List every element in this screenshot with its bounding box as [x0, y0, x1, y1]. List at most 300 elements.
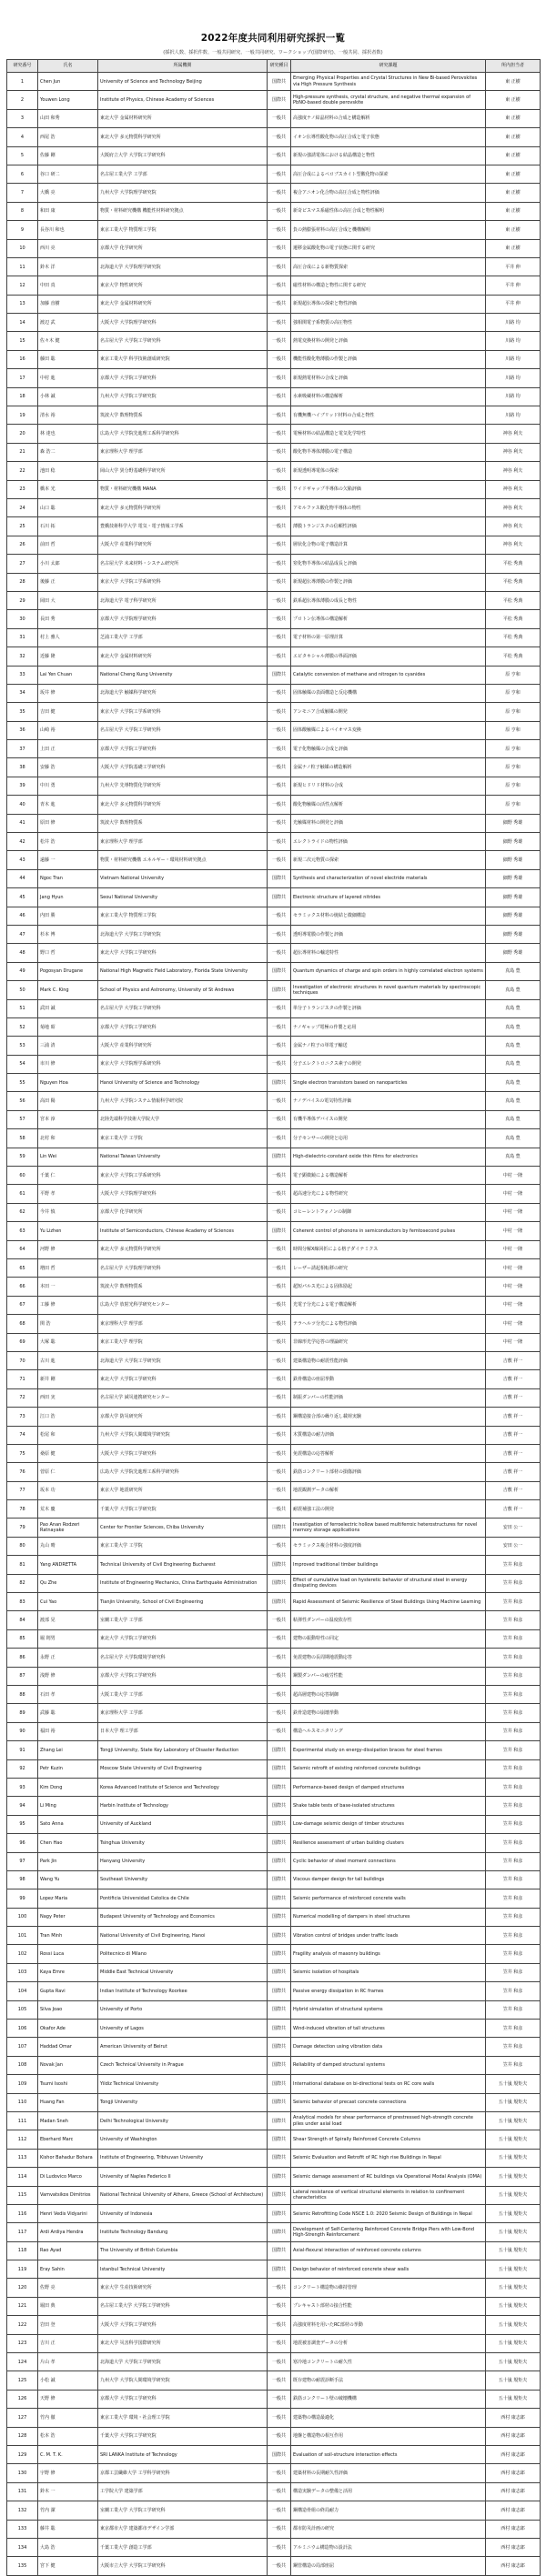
staff-in-charge: 笠井 和彦: [486, 1963, 541, 1981]
researcher-name: 関 浩: [38, 1315, 98, 1333]
row-number: 40: [7, 796, 38, 814]
row-number: 62: [7, 1203, 38, 1221]
researcher-name: 藤井 聡: [38, 2520, 98, 2538]
researcher-name: Ardi Ardiya Hendra: [38, 2223, 98, 2241]
staff-in-charge: 五十嵐 規矩夫: [486, 2353, 541, 2371]
researcher-name: 佐藤 剛: [38, 146, 98, 165]
researcher-name: Pao Anan Rodzeri Ratnayake: [38, 1519, 98, 1537]
affiliation: 九州大学 大学院システム情報科学研究院: [98, 1092, 268, 1110]
row-number: 86: [7, 1649, 38, 1667]
row-number: 135: [7, 2557, 38, 2575]
affiliation: University of Porto: [98, 2000, 268, 2019]
staff-in-charge: 笠井 和彦: [486, 1945, 541, 1963]
table-row: [7, 1629, 541, 1648]
table-row: [7, 1129, 541, 1148]
row-number: 82: [7, 1574, 38, 1592]
table-body: [7, 73, 541, 2576]
column-header: 研究種目: [268, 60, 291, 73]
research-title: アンモニア合成触媒の開発: [291, 703, 486, 721]
affiliation: Tsinghua University: [98, 1834, 268, 1852]
staff-in-charge: 笠井 和彦: [486, 1629, 541, 1648]
research-title: Shake table tests of base-isolated structures: [291, 1797, 486, 1815]
table-row: [7, 2000, 541, 2019]
affiliation: Center for Frontier Sciences, Chiba University: [98, 1519, 268, 1537]
researcher-name: 松本 浩: [38, 2427, 98, 2445]
affiliation: 東北大学 多元物質科学研究所: [98, 1240, 268, 1258]
researcher-name: 菅原 仁: [38, 1463, 98, 1481]
research-title: 新規超伝導体の探索と物性評価: [291, 295, 486, 313]
staff-in-charge: 平松 秀典: [486, 610, 541, 628]
staff-in-charge: 平松 秀典: [486, 573, 541, 591]
researcher-name: 武藤 聡: [38, 1704, 98, 1722]
staff-in-charge: 中村 一隆: [486, 1333, 541, 1351]
table-row: [7, 2557, 541, 2575]
row-number: 96: [7, 1834, 38, 1852]
affiliation: 名古屋大学 大学院工学研究科: [98, 721, 268, 739]
table-row: [7, 350, 541, 368]
table-row: [7, 202, 541, 220]
researcher-name: 荒木 慶: [38, 1500, 98, 1519]
table-row: [7, 2204, 541, 2222]
row-number: 5: [7, 146, 38, 165]
research-type: 一般共: [268, 814, 291, 832]
research-type: 一般共: [268, 369, 291, 387]
researcher-name: 山口 聡: [38, 498, 98, 516]
table-row: [7, 1148, 541, 1166]
researcher-name: 鈴木 洋: [38, 257, 98, 276]
table-row: [7, 221, 541, 239]
affiliation: Pontificia Universidad Catolica de Chile: [98, 1889, 268, 1908]
table-row: [7, 128, 541, 146]
row-number: 132: [7, 2501, 38, 2520]
research-type: 一般共: [268, 1463, 291, 1481]
staff-in-charge: 原 亨和: [486, 777, 541, 795]
staff-in-charge: 原 亨和: [486, 721, 541, 739]
research-type: 国際共: [268, 1074, 291, 1092]
research-title: 構造ヘルスモニタリング: [291, 1722, 486, 1740]
column-header: 氏名: [38, 60, 98, 73]
researcher-name: 堀 則男: [38, 1629, 98, 1648]
researcher-name: 北村 和: [38, 1129, 98, 1148]
researcher-name: 橋本 光: [38, 480, 98, 498]
table-row: [7, 443, 541, 461]
research-title: 透明導電膜の作製と評価: [291, 925, 486, 943]
researcher-name: 村上 雅人: [38, 628, 98, 647]
research-type: 一般共: [268, 1408, 291, 1426]
research-title: Seismic isolation of hospitals: [291, 1963, 486, 1981]
affiliation: 名古屋大学 大学院工学研究科: [98, 999, 268, 1017]
research-type: 国際共: [268, 1870, 291, 1889]
table-row: [7, 2020, 541, 2038]
research-type: 一般共: [268, 758, 291, 777]
row-number: 125: [7, 2371, 38, 2390]
table-row: [7, 2334, 541, 2352]
row-number: 32: [7, 647, 38, 666]
affiliation: 名古屋大学 減災連携研究センター: [98, 1388, 268, 1407]
table-row: [7, 165, 541, 183]
row-number: 118: [7, 2241, 38, 2260]
staff-in-charge: 西村 康志郎: [486, 2446, 541, 2464]
row-number: 117: [7, 2223, 38, 2241]
researcher-name: 今井 慎: [38, 1203, 98, 1221]
affiliation: 名古屋工業大学 工学部: [98, 165, 268, 183]
affiliation: 筑波大学 数理物質系: [98, 814, 268, 832]
staff-in-charge: 笠井 和彦: [486, 1927, 541, 1945]
research-title: Analytical models for shear performance of prestressed high-strength concrete piles under axial load: [291, 2111, 486, 2130]
affiliation: 大阪工業大学 工学部: [98, 1685, 268, 1703]
row-number: 8: [7, 202, 38, 220]
staff-in-charge: 五十嵐 規矩夫: [486, 2186, 541, 2204]
table-row: [7, 2168, 541, 2186]
table-row: [7, 591, 541, 609]
row-number: 47: [7, 925, 38, 943]
affiliation: Hanyang University: [98, 1852, 268, 1870]
researcher-name: 中村 進: [38, 369, 98, 387]
researcher-name: 福田 裕: [38, 1722, 98, 1740]
staff-in-charge: 安田 公一: [486, 1537, 541, 1555]
table-row: [7, 2038, 541, 2056]
researcher-name: Youwen Long: [38, 91, 98, 109]
affiliation: 東京工業大学 科学技術創成研究院: [98, 350, 268, 368]
staff-in-charge: 五十嵐 規矩夫: [486, 2130, 541, 2149]
row-number: 94: [7, 1797, 38, 1815]
row-number: 113: [7, 2149, 38, 2167]
row-number: 14: [7, 314, 38, 332]
affiliation: 九州大学 大学院工学研究院: [98, 387, 268, 406]
research-title: 金属ナノ粒子触媒の構造解析: [291, 758, 486, 777]
research-title: 酸化物触媒の活性点解析: [291, 796, 486, 814]
research-title: 構造実験データの整備と活用: [291, 2482, 486, 2501]
staff-in-charge: 五十嵐 規矩夫: [486, 2075, 541, 2093]
research-title: 固体触媒の表面構造と反応機構: [291, 684, 486, 702]
research-type: 国際共: [268, 1834, 291, 1852]
research-title: 光触媒材料の開発と評価: [291, 814, 486, 832]
research-title: Effect of cumulative load on hysteretic behavior of structural steel in energy dissipating devices: [291, 1574, 486, 1592]
affiliation: 京都大学 大学院工学研究科: [98, 369, 268, 387]
affiliation: 北陸先端科学技術大学院大学: [98, 1110, 268, 1128]
table-row: [7, 2297, 541, 2315]
table-row: [7, 1593, 541, 1611]
table-row: [7, 517, 541, 536]
researcher-name: 永野 正: [38, 1649, 98, 1667]
research-type: 国際共: [268, 1927, 291, 1945]
row-number: 91: [7, 1741, 38, 1759]
table-row: [7, 1927, 541, 1945]
row-number: 4: [7, 128, 38, 146]
researcher-name: 近藤 隆: [38, 647, 98, 666]
table-row: [7, 666, 541, 684]
table-row: [7, 2353, 541, 2371]
row-number: 34: [7, 684, 38, 702]
research-title: Passive energy dissipation in RC frames: [291, 1982, 486, 2000]
row-number: 23: [7, 480, 38, 498]
affiliation: 東北大学 金属材料研究所: [98, 295, 268, 313]
research-title: Investigation of ferroelectric hollow based multiferroic heterostructures for novel memory storage applications: [291, 1519, 486, 1537]
researcher-name: Huang Fan: [38, 2093, 98, 2111]
research-title: プレキャスト部材の接合性能: [291, 2297, 486, 2315]
table-row: [7, 1963, 541, 1981]
staff-in-charge: 吉敷 祥一: [486, 1444, 541, 1462]
affiliation: Institute of Physics, Chinese Academy of Sciences: [98, 91, 268, 109]
research-title: Cyclic behavior of steel moment connections: [291, 1852, 486, 1870]
affiliation: 京都大学 大学院工学研究科: [98, 740, 268, 758]
table-row: [7, 1278, 541, 1296]
table-row: [7, 406, 541, 425]
research-type: 一般共: [268, 2409, 291, 2427]
staff-in-charge: 笠井 和彦: [486, 1982, 541, 2000]
staff-in-charge: 細野 秀雄: [486, 907, 541, 925]
research-type: 一般共: [268, 443, 291, 461]
affiliation: 東京工業大学 物質理工学院: [98, 221, 268, 239]
affiliation: 東北大学 多元物質科学研究所: [98, 128, 268, 146]
table-row: [7, 944, 541, 962]
table-row: [7, 536, 541, 554]
research-title: Viscous damper design for tall buildings: [291, 1870, 486, 1889]
affiliation: 東北大学 災害科学国際研究所: [98, 2334, 268, 2352]
table-row: [7, 91, 541, 109]
research-title: Development of Self-Centering Reinforced Concrete Bridge Piers with Low-Bond High-Strength Reinforcement: [291, 2223, 486, 2241]
research-title: Shear Strength of Spirally Reinforced Concrete Columns: [291, 2130, 486, 2149]
staff-in-charge: 笠井 和彦: [486, 1778, 541, 1796]
staff-in-charge: 原 亨和: [486, 703, 541, 721]
research-title: Numerical modelling of dampers in steel structures: [291, 1908, 486, 1926]
table-row: [7, 1037, 541, 1055]
researcher-name: Madan Sneh: [38, 2111, 98, 2130]
researcher-name: 浅野 修: [38, 1667, 98, 1685]
researcher-name: 佐野 亮: [38, 2279, 98, 2297]
staff-in-charge: 平松 秀典: [486, 628, 541, 647]
researcher-name: Henri Vedis Vidyarini: [38, 2204, 98, 2222]
table-row: [7, 1741, 541, 1759]
research-title: 鉄筋コンクリート壁の破壊機構: [291, 2390, 486, 2408]
affiliation: 大阪大学 大学院理学研究科: [98, 314, 268, 332]
staff-in-charge: 西村 康志郎: [486, 2482, 541, 2501]
affiliation: 東京工業大学 理学院: [98, 1333, 268, 1351]
table-row: [7, 73, 541, 91]
row-number: 58: [7, 1129, 38, 1148]
table-row: [7, 1852, 541, 1870]
research-type: 国際共: [268, 2038, 291, 2056]
research-type: 国際共: [268, 1908, 291, 1926]
research-title: アルミニウム構造物の設計法: [291, 2538, 486, 2556]
staff-in-charge: 吉敷 祥一: [486, 1481, 541, 1499]
affiliation: University of Science and Technology Beijing: [98, 73, 268, 91]
staff-in-charge: 中村 一隆: [486, 1203, 541, 1221]
staff-in-charge: 東 正樹: [486, 146, 541, 165]
research-type: 一般共: [268, 462, 291, 480]
research-title: テラヘルツ分光による物性評価: [291, 1315, 486, 1333]
table-row: [7, 888, 541, 907]
affiliation: 北海道大学 電子科学研究所: [98, 591, 268, 609]
table-row: [7, 2482, 541, 2501]
research-title: 寒冷地コンクリートの耐久性: [291, 2353, 486, 2371]
researcher-name: C. M. T. K.: [38, 2446, 98, 2464]
research-title: 建物の振動特性の同定: [291, 1629, 486, 1648]
research-type: 一般共: [268, 2520, 291, 2538]
research-title: Fragility analysis of masonry buildings: [291, 1945, 486, 1963]
affiliation: Politecnico di Milano: [98, 1945, 268, 1963]
research-type: 国際共: [268, 1759, 291, 1778]
affiliation: Tianjin University, School of Civil Engineering: [98, 1593, 268, 1611]
researcher-name: 後藤 正: [38, 573, 98, 591]
researcher-name: 千葉 仁: [38, 1167, 98, 1185]
row-number: 74: [7, 1426, 38, 1444]
affiliation: 北海道大学 触媒科学研究所: [98, 684, 268, 702]
row-number: 69: [7, 1333, 38, 1351]
staff-in-charge: 吉敷 祥一: [486, 1408, 541, 1426]
staff-in-charge: 東 正樹: [486, 202, 541, 220]
research-type: 一般共: [268, 1259, 291, 1278]
affiliation: 日本大学 理工学部: [98, 1722, 268, 1740]
research-type: 一般共: [268, 1667, 291, 1685]
affiliation: Moscow State University of Civil Engineering: [98, 1759, 268, 1778]
affiliation: 東京理科大学 工学部: [98, 1704, 268, 1722]
table-row: [7, 1778, 541, 1796]
research-title: Vibration control of bridges under traffic loads: [291, 1927, 486, 1945]
affiliation: 室蘭工業大学 大学院工学研究科: [98, 2501, 268, 2520]
researcher-name: 天野 修: [38, 2390, 98, 2408]
table-row: [7, 1611, 541, 1629]
row-number: 109: [7, 2075, 38, 2093]
research-type: 一般共: [268, 2316, 291, 2334]
affiliation: 筑波大学 数理物質系: [98, 1278, 268, 1296]
research-title: 金属ナノ粒子の単電子輸送: [291, 1037, 486, 1055]
researcher-name: Chen Hao: [38, 1834, 98, 1852]
research-title: 電極材料の結晶構造と電気化学特性: [291, 425, 486, 443]
affiliation: 大阪大学 大学院理学研究科: [98, 1185, 268, 1203]
table-row: [7, 1685, 541, 1703]
table-row: [7, 2130, 541, 2149]
table-row: [7, 1167, 541, 1185]
affiliation: 物質・材料研究機構 機能性材料研究拠点: [98, 202, 268, 220]
row-number: 116: [7, 2204, 38, 2222]
research-title: 強相関電子系物質の高圧物性: [291, 314, 486, 332]
table-row: [7, 184, 541, 202]
research-title: アモルファス酸化物半導体の物性: [291, 498, 486, 516]
research-title: 分子センサーの開発と応用: [291, 1129, 486, 1148]
row-number: 44: [7, 869, 38, 887]
row-number: 89: [7, 1704, 38, 1722]
research-title: 粘弾性ダンパーの温度依存性: [291, 1611, 486, 1629]
table-row: [7, 2093, 541, 2111]
research-type: 国際共: [268, 981, 291, 999]
table-row: [7, 981, 541, 999]
row-number: 36: [7, 721, 38, 739]
affiliation: 大阪大学 大学院工学研究科: [98, 1444, 268, 1462]
table-row: [7, 425, 541, 443]
research-title: Hybrid simulation of structural systems: [291, 2000, 486, 2019]
row-number: 131: [7, 2482, 38, 2501]
staff-in-charge: 吉敷 祥一: [486, 1500, 541, 1519]
staff-in-charge: 五十嵐 規矩夫: [486, 2334, 541, 2352]
research-type: 一般共: [268, 555, 291, 573]
affiliation: University of Indonesia: [98, 2204, 268, 2222]
research-type: 一般共: [268, 1649, 291, 1667]
row-number: 83: [7, 1593, 38, 1611]
researcher-name: 西川 亮: [38, 239, 98, 257]
affiliation: 東京都市大学 建築都市デザイン学部: [98, 2520, 268, 2538]
affiliation: Institute of Engineering Mechanics, China Earthquake Administration: [98, 1574, 268, 1592]
table-row: [7, 1185, 541, 1203]
row-number: 127: [7, 2409, 38, 2427]
research-type: 一般共: [268, 1240, 291, 1258]
research-type: 一般共: [268, 1333, 291, 1351]
row-number: 105: [7, 2000, 38, 2019]
row-number: 71: [7, 1370, 38, 1388]
staff-in-charge: 細野 秀雄: [486, 944, 541, 962]
table-row: [7, 1370, 541, 1388]
researcher-name: Lin Wei: [38, 1148, 98, 1166]
affiliation: 東北大学 多元物質科学研究所: [98, 498, 268, 516]
researcher-name: 堀田 典: [38, 2297, 98, 2315]
staff-in-charge: 笠井 和彦: [486, 1797, 541, 1815]
column-header: 所属機関: [98, 60, 268, 73]
staff-in-charge: 原 亨和: [486, 666, 541, 684]
researcher-name: 石川 拓: [38, 517, 98, 536]
table-row: [7, 814, 541, 832]
row-number: 45: [7, 888, 38, 907]
research-title: 機能性酸化物薄膜の作製と評価: [291, 350, 486, 368]
table-row: [7, 1408, 541, 1426]
research-type: 国際共: [268, 73, 291, 91]
table-row: [7, 647, 541, 666]
researcher-name: Lopez Maria: [38, 1889, 98, 1908]
research-title: 耐震補強工法の開発: [291, 1500, 486, 1519]
table-row: [7, 740, 541, 758]
research-type: 一般共: [268, 2464, 291, 2482]
research-type: 一般共: [268, 777, 291, 795]
research-title: 超高速分光による物性研究: [291, 1185, 486, 1203]
research-type: 一般共: [268, 1167, 291, 1185]
affiliation: 名古屋大学 大学院工学研究科: [98, 332, 268, 350]
row-number: 53: [7, 1037, 38, 1055]
table-row: [7, 1519, 541, 1537]
research-type: 一般共: [268, 1278, 291, 1296]
row-number: 111: [7, 2111, 38, 2130]
research-type: 一般共: [268, 257, 291, 276]
researcher-name: 内田 勝: [38, 907, 98, 925]
table-row: [7, 703, 541, 721]
research-title: 非線形光学応答の理論研究: [291, 1333, 486, 1351]
row-number: 20: [7, 425, 38, 443]
research-type: 国際共: [268, 1741, 291, 1759]
staff-in-charge: 吉敷 祥一: [486, 1388, 541, 1407]
staff-in-charge: 川路 均: [486, 332, 541, 350]
researcher-name: 野口 哲: [38, 944, 98, 962]
research-title: 建築材料の長期耐久性評価: [291, 2464, 486, 2482]
researcher-name: 谷口 研二: [38, 165, 98, 183]
staff-in-charge: 笠井 和彦: [486, 1889, 541, 1908]
research-type: 一般共: [268, 2557, 291, 2575]
affiliation: National Cheng Kung University: [98, 666, 268, 684]
researcher-name: Jang Hyun: [38, 888, 98, 907]
researcher-name: 増田 哲: [38, 1259, 98, 1278]
researcher-name: 佐々木 健: [38, 332, 98, 350]
table-row: [7, 1722, 541, 1740]
table-row: [7, 1463, 541, 1481]
row-number: 108: [7, 2056, 38, 2074]
research-type: 一般共: [268, 480, 291, 498]
affiliation: 筑波大学 数理物質系: [98, 406, 268, 425]
research-title: Resilience assessment of urban building clusters: [291, 1834, 486, 1852]
row-number: 63: [7, 1222, 38, 1240]
research-type: 一般共: [268, 184, 291, 202]
researcher-name: Zhang Lei: [38, 1741, 98, 1759]
row-number: 48: [7, 944, 38, 962]
table-row: [7, 1259, 541, 1278]
affiliation: Institute of Semiconductors, Chinese Academy of Sciences: [98, 1222, 268, 1240]
researcher-name: Li Ming: [38, 1797, 98, 1815]
